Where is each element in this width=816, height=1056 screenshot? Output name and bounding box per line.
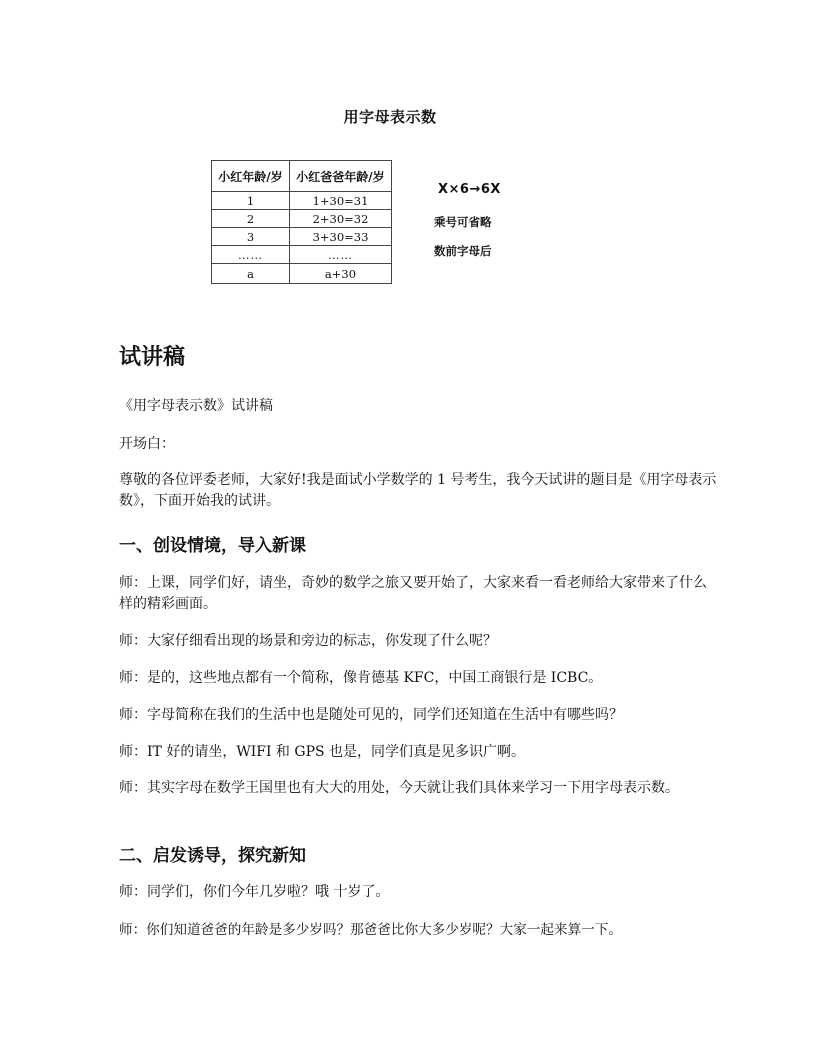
paragraph: 师：同学们，你们今年几岁啦？哦 十岁了。 — [119, 884, 390, 900]
table-cell: a — [212, 264, 290, 284]
table-row — [212, 264, 392, 284]
paragraph: 师：其实字母在数学王国里也有大大的用处，今天就让我们具体来学习一下用字母表示数。 — [119, 780, 679, 796]
table-cell: 1 — [212, 192, 290, 210]
paragraph: 师：大家仔细看出现的场景和旁边的标志，你发现了什么呢？ — [119, 633, 497, 649]
table-row — [212, 192, 392, 210]
opening-paragraph: 尊敬的各位评委老师，大家好!我是面试小学数学的 1 号考生，我今天试讲的题目是《用字母表示数》，下面开始我的试讲。 — [119, 472, 717, 509]
paragraph: 师：IT 好的请坐，WIFI 和 GPS 也是，同学们真是见多识广啊。 — [119, 744, 526, 760]
paragraph: 师：你们知道爸爸的年龄是多少岁吗？那爸爸比你大多少岁呢？大家一起来算一下。 — [119, 922, 622, 938]
document-subtitle: 《用字母表示数》试讲稿 — [119, 398, 273, 414]
table-cell: …… — [212, 246, 290, 264]
table-cell: 2 — [212, 210, 290, 228]
rule-note-order: 数前字母后 — [434, 244, 492, 258]
table-header-cell: 小红年龄/岁 — [212, 161, 290, 192]
table-header-cell: 小红爸爸年龄/岁 — [290, 161, 392, 192]
table-cell: …… — [290, 246, 392, 264]
table-cell: 2+30=32 — [290, 210, 392, 228]
rule-note-omit-sign: 乘号可省略 — [434, 215, 492, 229]
section-heading-1: 一、创设情境，导入新课 — [119, 536, 306, 556]
table-cell: a+30 — [290, 264, 392, 284]
section-heading-2: 二、启发诱导，探究新知 — [119, 846, 306, 866]
table-cell: 1+30=31 — [290, 192, 392, 210]
table-header-row — [212, 161, 392, 192]
formula-note: X×6→6X — [438, 182, 501, 197]
table-row — [212, 246, 392, 264]
opening-label: 开场白： — [119, 436, 175, 452]
paragraph: 师：上课，同学们好，请坐，奇妙的数学之旅又要开始了，大家来看一看老师给大家带来了什么样的精彩画面。 — [119, 575, 707, 612]
figure-title: 用字母表示数 — [343, 108, 437, 126]
table-cell: 3+30=33 — [290, 228, 392, 246]
table-row — [212, 210, 392, 228]
document-heading: 试讲稿 — [119, 345, 186, 370]
table-row — [212, 228, 392, 246]
table-cell: 3 — [212, 228, 290, 246]
age-table — [211, 160, 392, 284]
paragraph: 师：字母简称在我们的生活中也是随处可见的，同学们还知道在生活中有哪些吗？ — [119, 707, 623, 723]
paragraph: 师：是的，这些地点都有一个简称，像肯德基 KFC，中国工商银行是 ICBC。 — [119, 670, 603, 686]
